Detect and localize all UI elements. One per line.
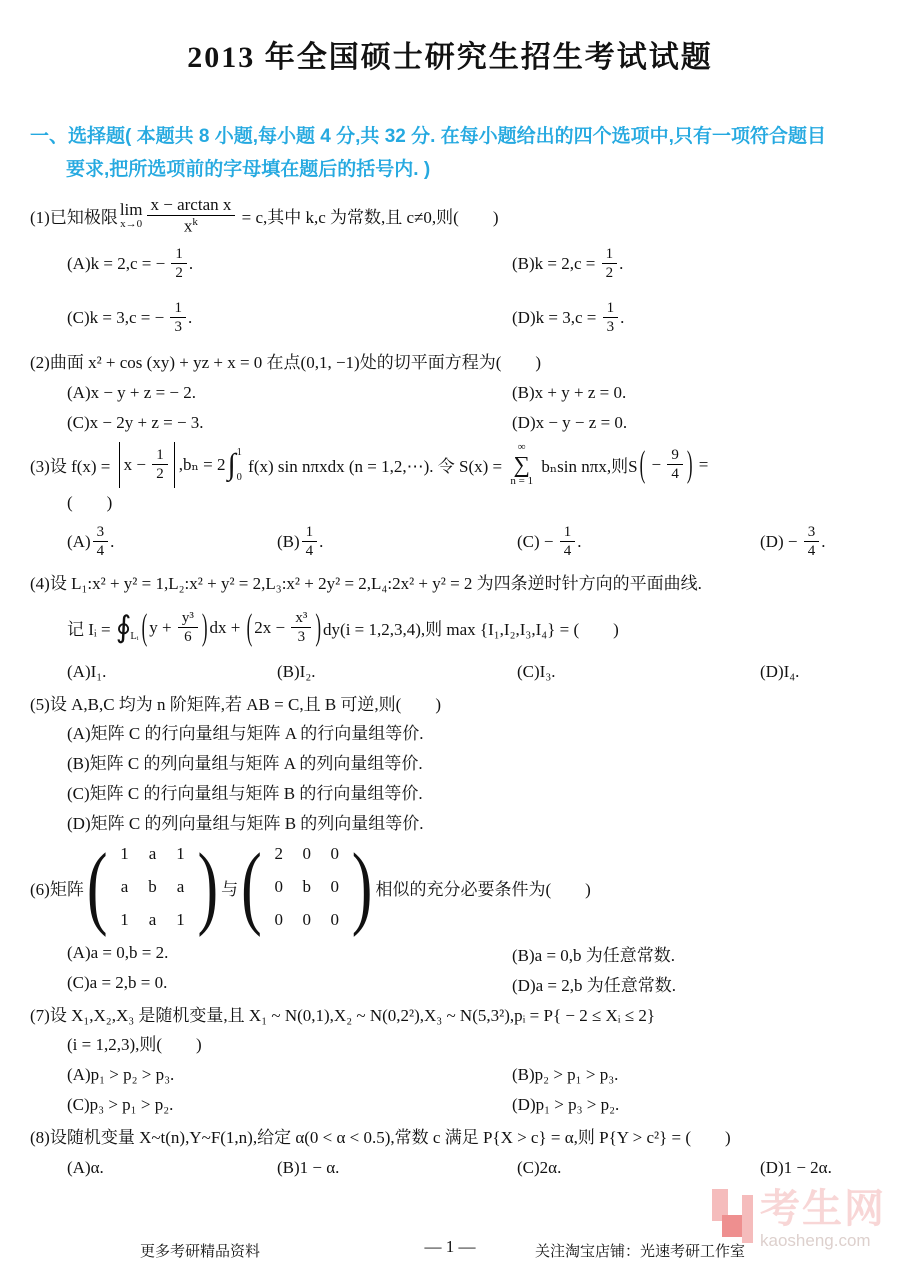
option-fraction [93,523,109,560]
frac-den: 2 [175,265,183,282]
option-label: (B) [277,531,300,551]
logo-block-light-right [742,1195,753,1243]
frac-den: 4 [671,466,679,483]
q7-options-row-cd [67,1090,870,1120]
q4-options-row [67,657,870,687]
q6-options-row-cd [67,968,870,998]
lim-subscript: x→0 [120,217,143,230]
frac-num: 1 [602,245,618,264]
q1-option-a [67,245,512,282]
frac-num: 1 [560,523,576,542]
frac-num: 9 [667,446,683,465]
q3-paren-minus: − [647,454,666,474]
q6-option-c: (C)a = 2,b = 0. [67,973,168,993]
matrix-cell: 0 [330,910,340,930]
matrix-cell: 0 [302,844,312,864]
big-paren-close: ) [201,605,208,648]
frac-den: 2 [605,265,614,282]
q3-text-post: = [694,454,709,474]
matrix-cell: 0 [274,910,284,930]
option-fraction [560,523,576,560]
frac-num: 3 [93,523,109,542]
matrix-1-cells [110,844,194,930]
q2-options-row-cd [67,408,870,438]
integral-symbol [227,447,241,483]
q3-answer-blank: ( ) [67,492,113,512]
q5-option-c: (C)矩阵 C 的行向量组与矩阵 B 的行向量组等价. [67,783,423,803]
q8-option-b: (B)1 − α. [277,1158,340,1178]
abs-bar-right [174,442,175,488]
oint-glyph: ∮ [115,610,132,644]
option-period: . [821,531,826,551]
q4-group1-pre: y + [149,617,176,637]
footer-left-text: 更多考研精品资料 [140,1244,261,1260]
sigma-glyph: ∑ [513,452,530,478]
q4-option-c: (C)I₃. [517,661,556,681]
integral-bounds [237,447,242,483]
big-paren-close: ) [315,605,322,648]
q6-option-d: (D)a = 2,b 为任意常数. [512,975,676,995]
option-label: (D) [512,307,536,327]
q8-option-c: (C)2α. [517,1158,562,1178]
q6-text-pre: (6)矩阵 [30,879,84,899]
option-label: (B) [512,253,535,273]
logo-block-dark-center [722,1215,744,1237]
question-4 [30,570,870,687]
q3-options-row [67,518,870,566]
matrix-cell: a [120,877,129,897]
frac-num: 1 [603,299,619,318]
q1-fraction-denominator [180,216,202,237]
question-1-stem [30,195,870,237]
q6-text-mid: 与 [221,879,239,899]
big-paren-close: ) [686,442,693,485]
q2-options-row-ab [67,378,870,408]
q4-option-a: (A)I₁. [67,661,107,681]
q4-text-pre: 记 Iᵢ = [67,620,115,640]
question-4-line2 [67,599,870,657]
option-fraction [171,245,187,282]
matrix-cell: 1 [176,844,185,864]
frac-num: 3 [804,523,820,542]
integral-lower: 0 [236,471,242,483]
option-period: . [619,253,624,273]
option-period: . [188,253,194,273]
matrix-cell: a [176,877,185,897]
q3-text-pre: (3)设 f(x) = [30,457,115,477]
matrix-cell: 1 [120,910,129,930]
frac-num: 1 [171,245,187,264]
question-8-stem: (8)设随机变量 X~t(n),Y~F(1,n),给定 α(0 < α < 0.5),常数 c 满足 P{X > c} = α,则 P{Y > c²} = ( ) [30,1128,731,1148]
integral-upper: 1 [236,446,242,458]
option-fraction [602,245,618,282]
matrix-cell: b [302,877,312,897]
question-7 [30,1002,870,1120]
frac-num: 1 [152,446,168,465]
matrix-cell: 2 [274,844,284,864]
integral-glyph: ∫ [227,447,236,481]
q6-text-post: 相似的充分必要条件为( ) [375,879,591,899]
matrix-cell: a [148,910,157,930]
page-number: — 1 — [424,1237,476,1256]
q3-paren-fraction [667,446,683,483]
q3-text-mid2: f(x) sin nπxdx (n = 1,2,⋯). 令 S(x) = [243,457,507,477]
oint-subscript: Lᵢ [130,631,139,643]
option-label: (C) [517,531,540,551]
q2-option-b: (B)x + y + z = 0. [512,382,627,402]
frac-num: x³ [291,609,311,628]
matrix-cell: 0 [330,844,340,864]
q4-group1-fraction [178,609,198,646]
lim-word: lim [119,200,143,220]
question-5-stem: (5)设 A,B,C 均为 n 阶矩阵,若 AB = C,且 B 可逆,则( ) [30,694,441,714]
question-7-line2: (i = 1,2,3),则( ) [67,1035,202,1055]
q8-option-a: (A)α. [67,1158,104,1178]
option-period: . [187,307,193,327]
option-label: (C) [67,307,90,327]
matrix-cell: 0 [302,910,312,930]
option-text: k = 2,c = − [90,253,170,273]
q4-option-d: (D)I₄. [760,661,800,681]
q2-option-a: (A)x − y + z = − 2. [67,382,196,402]
frac-den: 4 [305,543,314,560]
q1-options-row-ab [67,237,870,291]
option-label: (A) [67,253,91,273]
option-label: (D) [760,531,784,551]
question-6 [30,836,870,998]
matrix-cell: b [148,877,157,897]
q1-den-base: x [183,216,193,236]
option-fraction [804,523,820,560]
sum-lower: n = 1 [510,475,534,488]
frac-den: 3 [297,629,306,646]
watermark-site-domain: kaosheng.com [760,1231,871,1250]
option-period: . [110,531,115,551]
option-fraction [170,299,186,336]
frac-den: 3 [174,319,182,336]
q3-option-a [67,523,277,560]
section-heading-line1: 一、选择题( 本题共 8 小题,每小题 4 分,共 32 分. 在每小题给出的四个选项中,只有一项符合题目 [30,126,826,147]
q1-fraction [147,195,236,237]
option-period: . [620,307,625,327]
matrix-2: ( 2 0 0 0 b 0 0 0 0 ) [241,836,373,939]
option-text: − [539,531,558,551]
sum-upper: ∞ [517,440,526,453]
watermark-site-name: 考生网 [760,1186,886,1231]
question-1 [30,195,870,345]
question-2-stem: (2)曲面 x² + cos (xy) + yz + x = 0 在点(0,1, −1)处的切平面方程为( ) [30,352,542,372]
q1-option-d [512,299,624,336]
q7-options-row-ab [67,1060,870,1090]
kaosheng-watermark [710,1187,894,1259]
question-4-line1: (4)设 L₁:x² + y² = 1,L₂:x² + y² = 2,L₃:x² + 2y² = 2,L₄:2x² + y² = 2 为四条逆时针方向的平面曲线. [30,573,702,593]
frac-num: 1 [170,299,186,318]
matrix-1: ( 1 a 1 a b a 1 a 1 ) [86,836,219,939]
matrix-2-cells [265,844,349,930]
question-3 [30,442,870,566]
q3-option-d [760,523,825,560]
big-paren-open: ( [141,605,148,648]
question-7-line1: (7)设 X₁,X₂,X₃ 是随机变量,且 X₁ ~ N(0,1),X₂ ~ N(0,2²),X₃ ~ N(5,3²),pᵢ = P{ − 2 ≤ Xᵢ ≤ 2} [30,1006,656,1026]
q7-option-a: (A)p₁ > p₂ > p₃. [67,1065,175,1085]
frac-num: 1 [302,523,318,542]
q7-option-c: (C)p₃ > p₁ > p₂. [67,1095,174,1115]
q4-text-mid: dx + [209,617,245,637]
q2-option-d: (D)x − y − z = 0. [512,412,628,432]
contour-integral-symbol [115,610,139,644]
q1-text-pre: (1)已知极限 [30,208,118,228]
option-fraction [603,299,619,336]
frac-den: 6 [184,629,192,646]
kaosheng-logo-icon [710,1189,754,1253]
q8-option-d: (D)1 − 2α. [760,1158,832,1178]
q4-group2-fraction [291,609,311,646]
q5-option-b: (B)矩阵 C 的列向量组与矩阵 A 的列向量组等价. [67,754,423,774]
watermark-text [760,1187,886,1249]
matrix-cell: a [148,844,157,864]
q3-text-mid3: bₙsin nπx,则S [537,457,638,477]
q6-option-a: (A)a = 0,b = 2. [67,943,169,963]
limit-symbol [120,201,143,230]
summation-symbol [510,442,533,488]
option-text: k = 3,c = [535,307,601,327]
q4-text-post: dy(i = 1,2,3,4),则 max {I₁,I₂,I₃,I₄} = ( ) [323,620,619,640]
q3-text-mid1: ,bₙ = 2 [178,454,226,474]
q1-den-exponent: k [192,215,198,228]
matrix-cell: 0 [274,877,284,897]
question-2 [30,349,870,438]
q1-options-row-cd [67,291,870,345]
q1-fraction-numerator: x − arctan x [147,195,236,216]
frac-num: y³ [178,609,198,628]
q4-option-b: (B)I₂. [277,661,316,681]
section-heading [30,120,870,187]
q3-abs-fraction [152,446,168,483]
frac-den: 2 [156,466,164,483]
matrix-cell: 0 [330,877,340,897]
frac-den: 4 [96,543,105,560]
q5-option-a: (A)矩阵 C 的行向量组与矩阵 A 的行向量组等价. [67,724,424,744]
q4-group2-pre: 2x − [254,617,290,637]
frac-den: 3 [606,319,615,336]
question-8 [30,1124,870,1183]
option-fraction [302,523,318,560]
matrix-cell: 1 [120,844,129,864]
option-text: k = 3,c = − [89,307,169,327]
q1-option-c [67,299,512,336]
option-text: − [783,531,802,551]
q3-option-c [517,523,760,560]
q7-option-d: (D)p₁ > p₃ > p₂. [512,1095,620,1115]
q8-options-row [67,1153,870,1183]
option-period: . [577,531,582,551]
page-title: 2013 年全国硕士研究生招生考试试题 [187,41,713,74]
frac-den: 4 [807,543,816,560]
question-3-stem [30,442,870,488]
section-heading-line2: 要求,把所选项前的字母填在题后的括号内. ) [66,159,431,181]
question-5 [30,691,870,839]
abs-bar-left [119,442,120,488]
matrix-cell: 1 [176,910,185,930]
option-label: (A) [67,531,91,551]
q5-option-d: (D)矩阵 C 的列向量组与矩阵 B 的列向量组等价. [67,813,424,833]
q2-option-c: (C)x − 2y + z = − 3. [67,412,204,432]
q1-option-b [512,245,623,282]
option-period: . [319,531,324,551]
q6-option-b: (B)a = 0,b 为任意常数. [512,945,676,965]
q3-option-b [277,523,517,560]
big-paren-open: ( [639,442,646,485]
q3-abs-pre: x − [123,454,151,474]
q1-text-post: = c,其中 k,c 为常数,且 c≠0,则( ) [237,208,499,228]
q6-options-row-ab [67,938,870,968]
question-6-stem [30,836,870,939]
big-paren-open: ( [246,605,253,648]
option-text: k = 2,c = [534,253,600,273]
footer-right-text: 关注淘宝店铺：光速考研工作室 [535,1244,746,1260]
q7-option-b: (B)p₂ > p₁ > p₃. [512,1065,619,1085]
frac-den: 4 [563,543,572,560]
